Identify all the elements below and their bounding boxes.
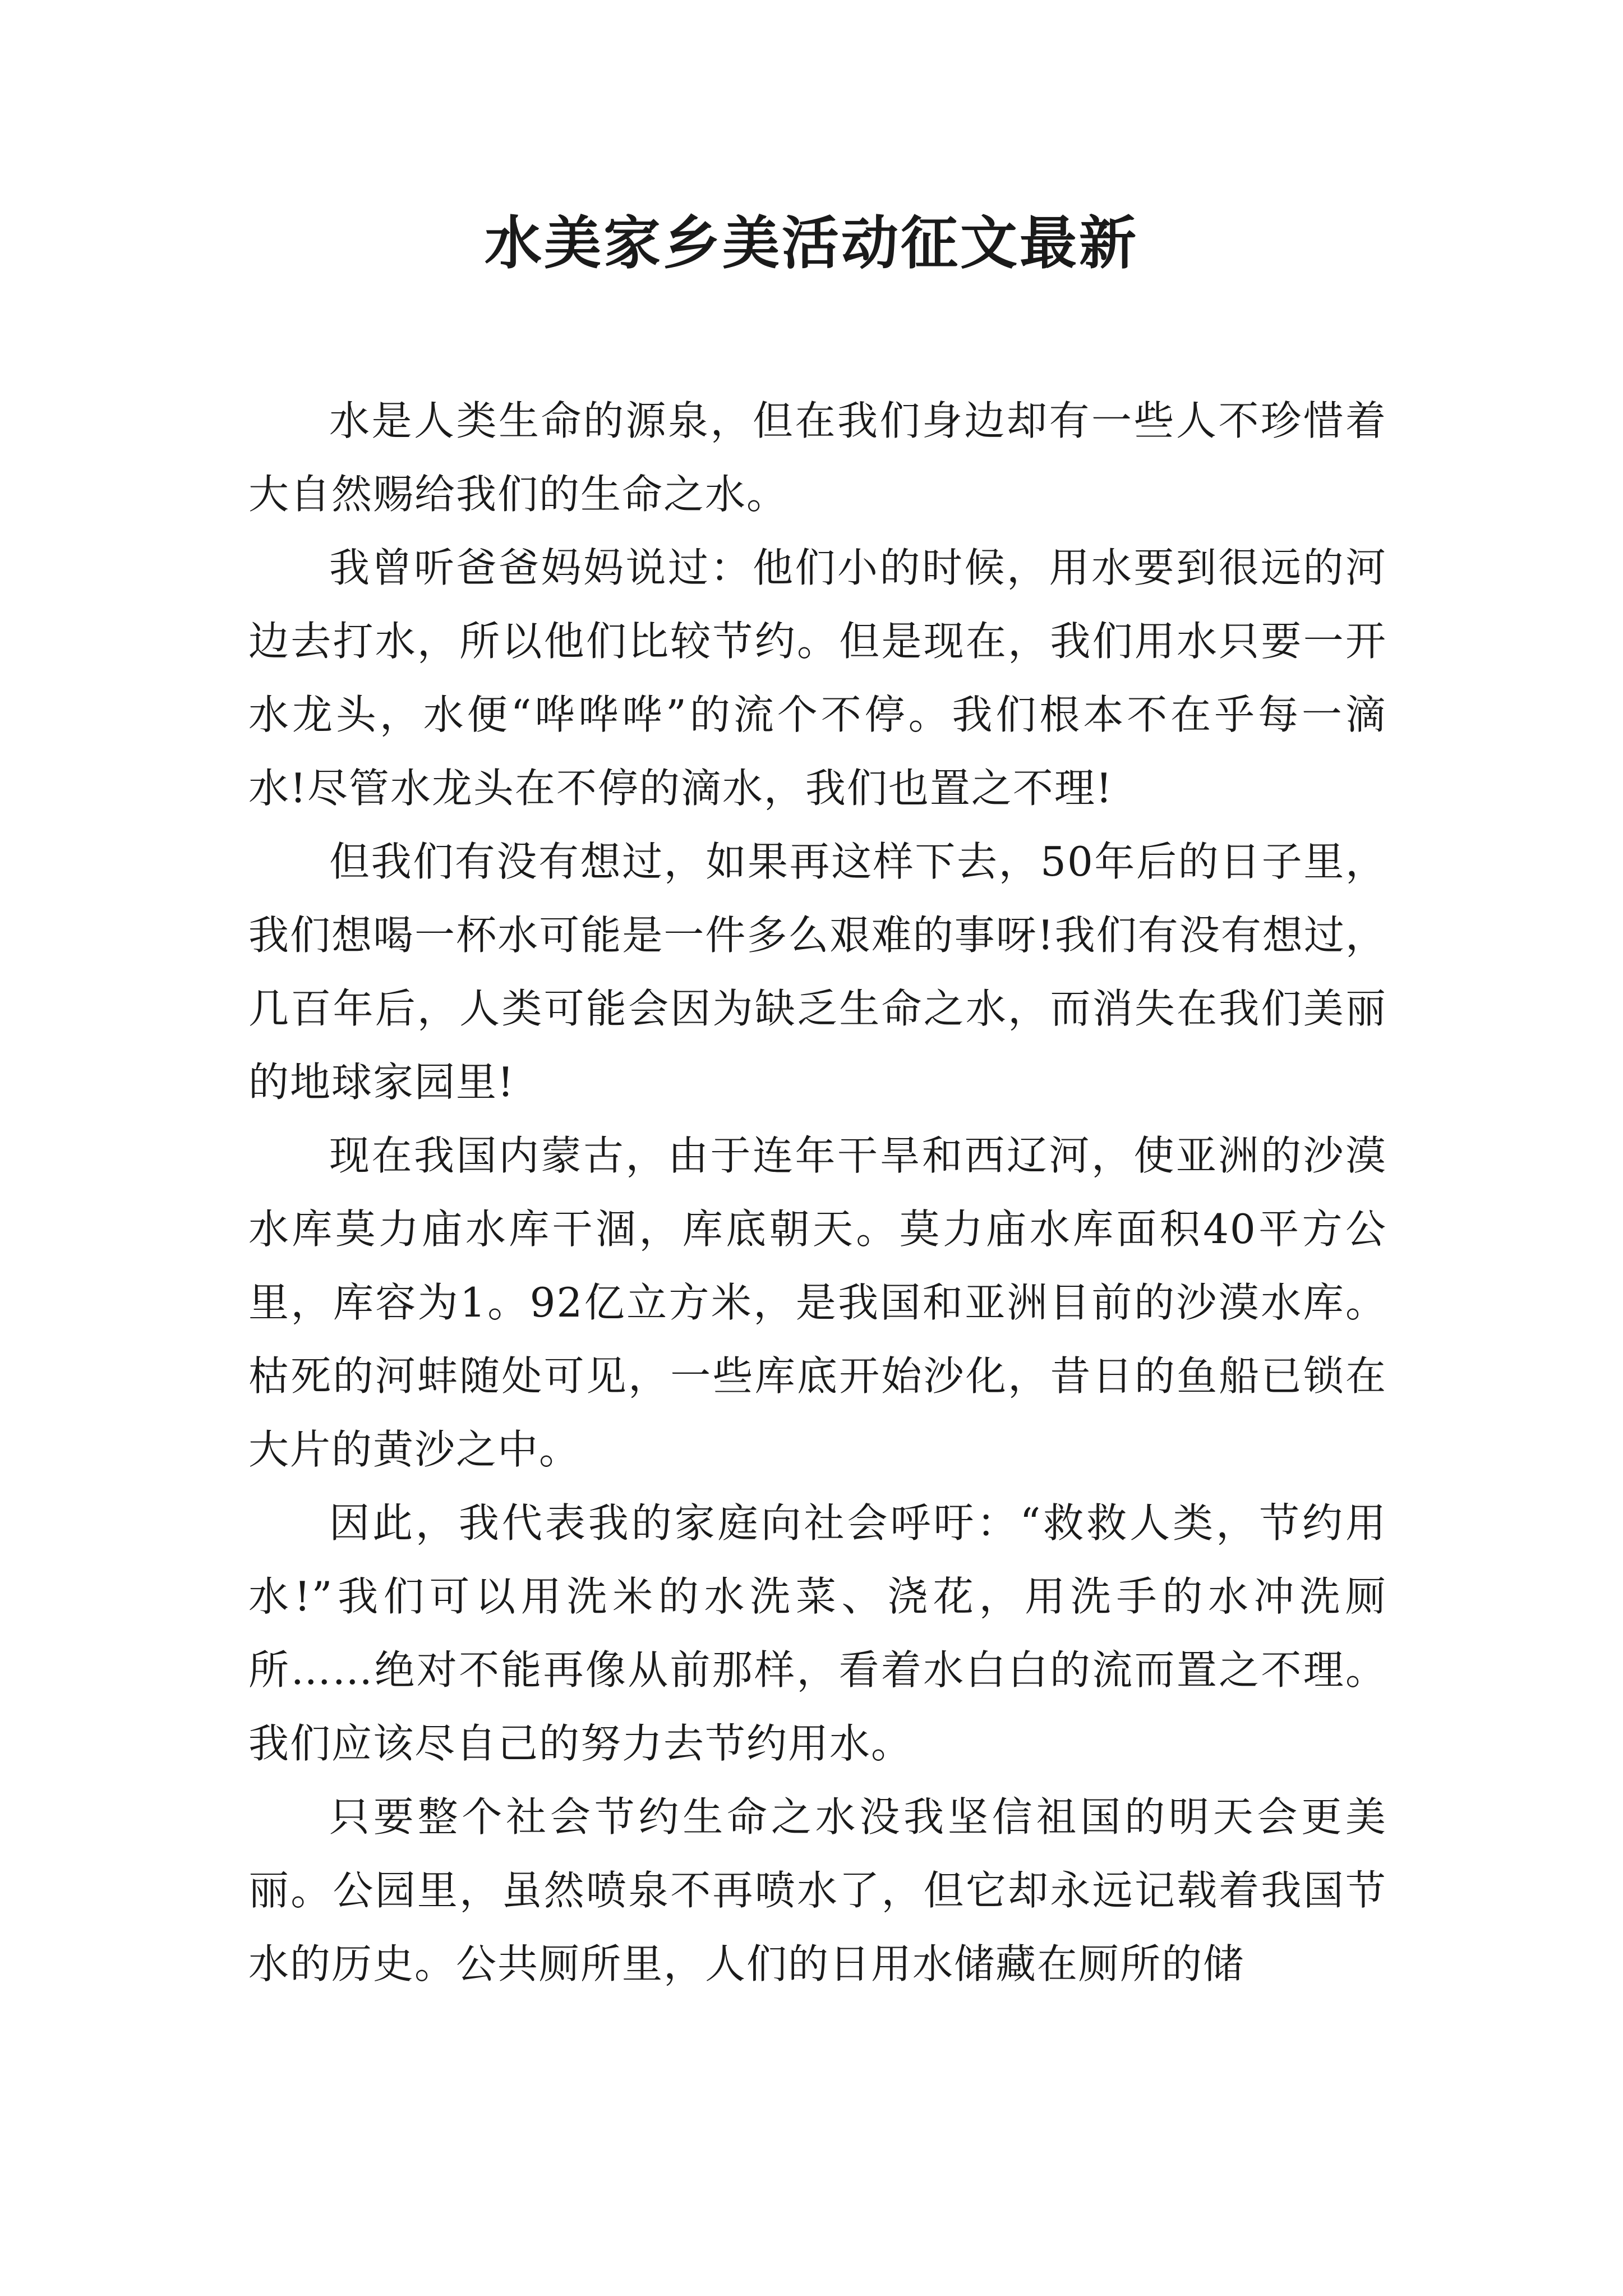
- paragraph: 因此，我代表我的家庭向社会呼吁：“救救人类，节约用水!”我们可以用洗米的水洗菜、浇花，用洗手的水冲洗厕所……绝对不能再像从前那样，看着水白白的流而置之不理。我们应该尽自己的努力去节约用水。: [248, 1499, 1387, 1767]
- paragraph: 但我们有没有想过，如果再这样下去，50年后的日子里，我们想喝一杯水可能是一件多么艰难的事呀!我们有没有想过，几百年后，人类可能会因为缺乏生命之水，而消失在我们美丽的地球家园里!: [248, 838, 1387, 1106]
- paragraph: 现在我国内蒙古，由于连年干旱和西辽河，使亚洲的沙漠水库莫力庙水库干涸，库底朝天。莫力庙水库面积40平方公里，库容为1。92亿立方米，是我国和亚洲目前的沙漠水库。枯死的河蚌随处可见，一些库底开始沙化，昔日的鱼船已锁在大片的黄沙之中。: [248, 1132, 1387, 1473]
- document-body: [248, 384, 1387, 2001]
- document-title: 水美家乡美活动征文最新: [485, 210, 1138, 277]
- paragraph: 水是人类生命的源泉，但在我们身边却有一些人不珍惜着大自然赐给我们的生命之水。: [248, 397, 1387, 518]
- paragraph: 只要整个社会节约生命之水没我坚信祖国的明天会更美丽。公园里，虽然喷泉不再喷水了，但它却永远记载着我国节水的历史。公共厕所里，人们的日用水储藏在厕所的储: [248, 1793, 1387, 1987]
- paragraph: 我曾听爸爸妈妈说过：他们小的时候，用水要到很远的河边去打水，所以他们比较节约。但是现在，我们用水只要一开水龙头，水便“哗哗哗”的流个不停。我们根本不在乎每一滴水!尽管水龙头在不停的滴水，我们也置之不理!: [248, 544, 1387, 812]
